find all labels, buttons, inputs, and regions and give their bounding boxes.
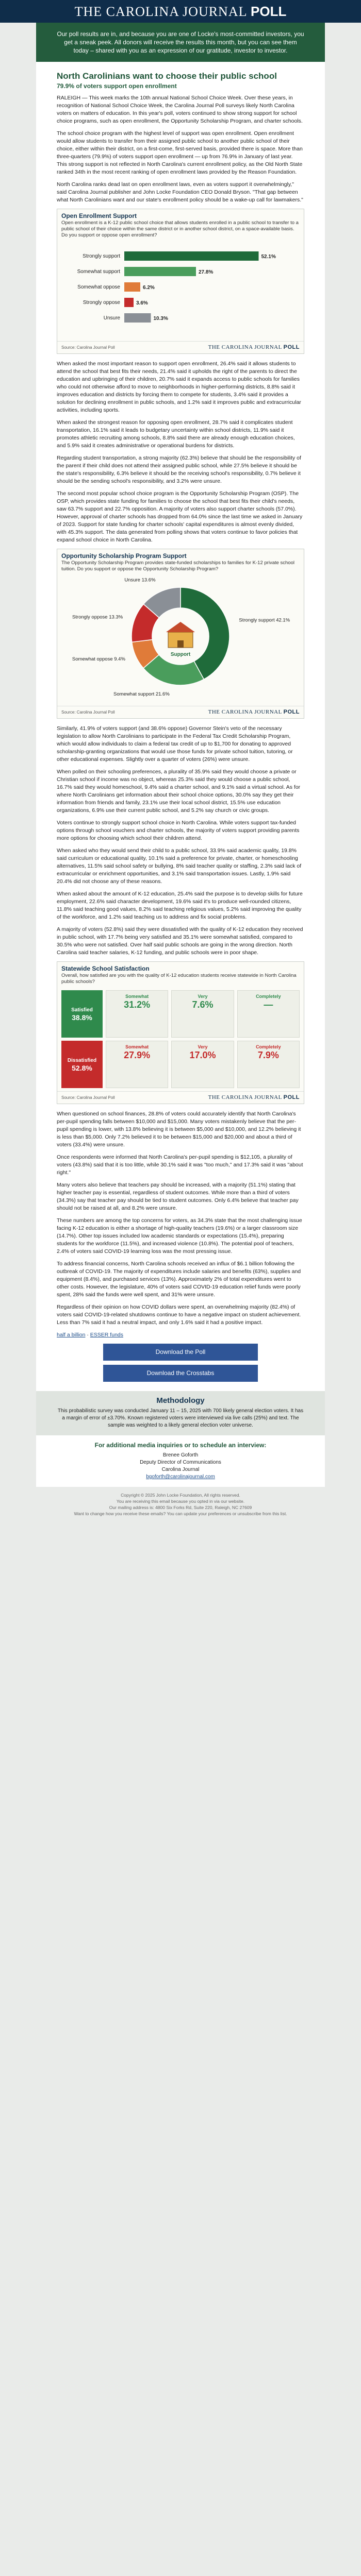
email-footer [36,1487,325,1522]
chart-source: Source: Carolina Journal Poll [61,1095,115,1100]
masthead-name: THE CAROLINA JOURNAL [74,4,247,19]
contact-name: Brenee Goforth [162,1452,199,1458]
school-satisfaction-chart [57,961,304,1104]
open-enrollment-chart [57,209,304,354]
contact-org: Carolina Journal [161,1467,200,1472]
paragraph: To address financial concerns, North Carolina schools received an influx of $6.1 billion following the outbreak of COVID-19. The majority of expenditures include salaries and benefits (63%), supplies and equipment (8.4%), and purchased services (13%). Approximately 2% of total expenditures went to other costs. However, the legislature, 40% of voters said COVID-19 education relief funds were poorly spent, 28% said the funds were well spent, and 31% were unsure. [57,1261,301,1298]
paragraph: When asked who they would send their child to a public school, 33.9% said academic quality, 19.8% said curriculum or educational quality, 10.1% said a preference for private, charter, or homeschooling alternatives, 11.5% said school safety or bullying, 8% said teacher quality or staffing, 2.3% said lack of extracurricular or enrichment opportunities, and 3.1% said transportation issues. Lastly, 1.9% said 20.4% did not choose any of these reasons. [57,848,302,885]
methodology-section [36,1391,325,1435]
methodology-title: Methodology [156,1396,205,1405]
slice-label: Strongly support 42.1% [239,617,290,623]
satisfaction-cell: Very 7.6% [171,990,234,1038]
paragraph: When asked the most important reason to support open enrollment, 26.4% said it allows students to attend the school that best fits their needs, 21.4% said it upholds the right of the parents to direct the education and upbringing of their children, 20.7% said it expands access to public schools for families who could not otherwise afford to move to neighborhoods in higher-performing districts, 8.8% said it improves education and districts by forcing them to compete for students, 3.4% said it provides a solution for declining enrollment in public schools, and 1.2% said it improves public and extracurricular activities, including sports. [57,361,301,413]
paragraph: When asked the strongest reason for opposing open enrollment, 28.7% said it complicates student transportation, 16.1% said it leads to budgetary uncertainty within school districts, 11.9% said it promotes athletic recruiting among schools, 8.8% said there are already enough education choices, and 5.9% said it creates administrative or operational burdens for districts. [57,419,295,449]
slice-label: Somewhat support 21.6% [113,691,170,698]
masthead-poll: POLL [251,4,287,19]
bar-value-label: 27.8% [199,269,214,275]
chart-source: Source: Carolina Journal Poll [61,710,115,715]
bar-label: Somewhat oppose [77,284,120,290]
bar [124,282,140,292]
chart-title: Open Enrollment Support [61,212,137,219]
contact-email-link[interactable]: bgoforth@carolinajournal.com [146,1474,215,1480]
slice-label: Unsure 13.6% [124,577,156,583]
school-roof-icon [166,622,195,632]
email-card [36,23,325,1487]
paragraph: The second most popular school choice program is the Opportunity Scholarship Program (OSP). The OSP, which provides state funding for families to choose the school that best fits their child's needs, saw 63.7% support and 22.7% opposition. A majority of voters also support charter schools (57.0%). However, approval of charter schools has dropped from 64.0% since the last time we asked in January of 2023. Support for state funding for charter schools' capital expenditures is almost evenly divided, with 45.3% support. The data generated from polling shows that voters continue to favor policies that expand school choice in North Carolina. [57,490,303,543]
paragraph: Similarly, 41.9% of voters support (and 38.6% oppose) Governor Stein's veto of the necessary legislation to allow North Carolinians to participate in the Federal Tax Credit Scholarship Program, which would allow individuals to claim a federal tax credit of up to $1,700 for donating to approved scholarship-granting organizations that would use those funds for private school tuition, tutoring, or other educational expenses. Slightly over a quarter of voters (26%) were unsure. [57,725,293,762]
paragraph: Many voters also believe that teachers pay should be increased, with a majority (51.1%) stating that higher teacher pay is essential, regardless of student outcomes. While more than a third of voters (34.3%) say that teacher pay should be tied to student outcomes. Only 6.4% believe that teacher pay should not be raised at all, and 8.2% were unsure. [57,1182,299,1211]
inline-link[interactable]: half a billion [57,1332,86,1338]
slice-label: Strongly oppose 13.3% [72,614,123,620]
opportunity-scholarship-pie [57,574,304,703]
methodology-text: This probabilistic survey was conducted January 11 – 15, 2025 with 700 likely general election voters. It has a margin of error of ±3.70%. Known registered voters were interviewed via live calls (25%) and text. The sample was weighted to a likely general election voter universe. [57,1408,304,1428]
paragraph: Regarding student transportation, a strong majority (62.3%) believe that should be the responsibility of the parent if their child does not attend their assigned public school, while 27.5% believe it should be the state's responsibility, 6.3% believe it should be the receiving school's responsibility, 0.7% believe it should be the sending school's responsibility, and 3.2% were unsure. [57,455,301,484]
satisfaction-cell: Somewhat 27.9% [106,1041,168,1088]
paragraph: When polled on their schooling preferences, a plurality of 35.9% said they would choose a private or Christian school if income was no object, whereas 25.3% said they would choose a public school, 16.7% said they would homeschool, 9.4% said a charter school, and 9.1% said a virtual school. As for where North Carolinians get information about their school choice options, 30.0% say they get their information from friends and family, 23.1% use their local school district, 15.5% use education organizations, 6.9% use their current public school, and 5.2% say church or civic groups. [57,769,301,814]
bar-value-label: 52.1% [261,254,276,260]
chart-question: Overall, how satisfied are you with the quality of K-12 education students receive statewide in North Carolina public schools? [61,973,297,985]
footer-preferences-link[interactable]: Want to change how you receive these emails? You can update your preferences or unsubscribe from this list. [74,1511,287,1516]
bar-label: Strongly oppose [83,300,120,306]
paragraph: These numbers are among the top concerns for voters, as 34.3% state that the most challenging issue facing K-12 education is either a shortage of high-quality teachers (19.6%) or a larger classroom size (14.7%). Other top issues included low academic standards or expectations (15.4%), preparing students for the workforce (11.5%), and increased violence (10.8%). The potential pool of teachers, 2.4% of voters said COVID-19 learning loss was the most pressing issue. [57,1217,302,1255]
chart-title: Opportunity Scholarship Program Support [61,552,187,560]
bar [124,298,134,307]
chart-question: The Opportunity Scholarship Program provides state-funded scholarships to families for K-12 private school tuition. Do you support or oppose the Opportunity Scholarship Program? [61,560,294,572]
paragraph: A majority of voters (52.8%) said they were dissatisfied with the quality of K-12 education they received in public school, with 17.7% being very satisfied and 35.1% were somewhat satisfied, compared to 30.5% who were not satisfied. Over half said public schools are going in the wrong direction. North Carolina said teacher salaries, K-12 funding, and public schools were in poor shape. [57,926,303,956]
bar-label: Unsure [103,315,120,321]
chart-question: Open enrollment is a K-12 public school choice that allows students enrolled in a public school to transfer to a public school of their choice within the same district or in another school district, on a space-available basis. Do you support or oppose open enrollment? [61,220,299,238]
paragraph: North Carolina ranks dead last on open enrollment laws, even as voters support it overwhelmingly," said Carolina Journal publisher and John Locke Foundation CEO Donald Bryson. "That gap between what North Carolinians want and our state's enrollment policy should be a wake-up call for lawmakers." [57,181,303,203]
footer-note: You are receiving this email because you opted in via our website. [116,1499,245,1504]
paragraph: Once respondents were informed that North Carolina's per-pupil spending is $12,105, a plurality of voters (43.8%) said that it is too little, while 30.1% said it was "too much," and 17.3% said it was "about right." [57,1154,303,1176]
masthead [0,0,361,23]
chart-title: Statewide School Satisfaction [61,965,150,972]
satisfaction-cell: Completely 7.9% [237,1041,300,1088]
paragraph: The school choice program with the highest level of support was open enrollment. Open enrollment would allow students to transfer from their assigned public school to another public school of their choice, either within their district, on a first-come, first-served basis, provided there is space. More than three-quarters (79.9%) of voters support open enrollment — up from 76.9% in January of last year. This strong support is not reflected in North Carolina's current enrollment policy, as the Old North State ranked 34th in the most recent ranking of open enrollment laws provided by the Reason Foundation. [57,130,303,175]
bar-value-label: 6.2% [143,285,155,291]
satisfaction-cell: Very 17.0% [171,1041,234,1088]
chart-brand: THE CAROLINA JOURNAL POLL [208,709,300,715]
contact-section [36,1435,325,1487]
school-door-icon [177,640,184,648]
chart-brand: THE CAROLINA JOURNAL POLL [208,1094,300,1100]
paragraph-links: half a billion · ESSER funds [57,1332,123,1338]
contact-lead: For additional media inquiries or to schedule an interview: [94,1442,267,1449]
intro-banner: Our poll results are in, and because you are one of Locke's most-committed investors, you get a sneak peek. All donors will receive the results this month, but you can see them today – shared with you as an expression of our gratitude, investor to investor. [36,23,325,62]
dissatisfied-label: Dissatisfied 52.8% [61,1041,103,1088]
footer-copyright: Copyright © 2025 John Locke Foundation, All rights reserved. [121,1493,240,1498]
article-title: North Carolinians want to choose their public school [57,71,277,81]
download-crosstabs-button[interactable]: Download the Crosstabs [103,1365,258,1382]
satisfied-label: Satisfied 38.8% [61,990,103,1038]
slice-label: Somewhat oppose 9.4% [72,656,125,663]
download-poll-button[interactable]: Download the Poll [103,1344,258,1361]
satisfaction-grid [57,987,304,1091]
chart-source: Source: Carolina Journal Poll [61,345,115,350]
inline-link[interactable]: ESSER funds [90,1332,123,1338]
footer-address: Our mailing address is: 4800 Six Forks Rd, Suite 220, Raleigh, NC 27609 [109,1505,252,1510]
article-subtitle: 79.9% of voters support open enrollment [57,82,177,90]
bar [124,313,151,323]
chart-brand: THE CAROLINA JOURNAL POLL [208,344,300,350]
bar [124,251,259,261]
satisfaction-cell: Somewhat 31.2% [106,990,168,1038]
open-enrollment-bars [57,241,304,338]
bar-value-label: 3.6% [136,300,148,306]
center-label: Support [170,652,191,657]
opportunity-scholarship-chart [57,549,304,719]
bar-label: Somewhat support [77,269,120,275]
paragraph: When questioned on school finances, 28.8% of voters could accurately identify that North Carolina's per-pupil spending falls between $10,000 and $15,000. Many voters mistakenly believe that the per-pupil spending is lower, with 13.8% believing it is between $5,000 and $10,000, and 12.2% believing it is less than $5,000. Only 7.2% believed it to be between $15,000 and $20,000 and about a third of voters (33.4%) were unsure. [57,1111,301,1148]
contact-role: Deputy Director of Communications [140,1460,221,1465]
bar-value-label: 10.3% [153,316,168,321]
paragraph: RALEIGH — This week marks the 10th annual National School Choice Week. Over these years, in recognition of National School Choice Week, the Carolina Journal Poll surveys likely North Carolina voters on matters of education. In this year's poll, voters continued to show strong support for school choice programs, such as open enrollment, the Opportunity Scholarship Program, and charter schools. [57,95,303,124]
satisfaction-cell: Completely — [237,990,300,1038]
paragraph: Voters continue to strongly support school choice in North Carolina. While voters support tax-funded options through school vouchers and charter schools, the majority of voters support providing parents more options for choosing which school their children attend. [57,820,300,841]
paragraph: When asked about the amount of K-12 education, 25.4% said the purpose is to develop skills for future employment, 22.6% said character development, 19.6% said it's to produce well-rounded citizens, 11.8% said teaching good values, 8.2% said teaching religious values, 5.2% said improving the quality of the workforce, and 1.2% said teaching us to address and fix social problems. [57,891,303,920]
paragraph: Regardless of their opinion on how COVID dollars were spent, an overwhelming majority (82.4%) of voters said COVID-19-related shutdowns continue to have a negative impact on student achievement. Less than 7% said it had a neutral impact, and only 1.6% said it had a positive impact. [57,1304,301,1326]
article [36,62,325,1391]
bar-label: Strongly support [83,253,120,259]
bar [124,267,196,276]
